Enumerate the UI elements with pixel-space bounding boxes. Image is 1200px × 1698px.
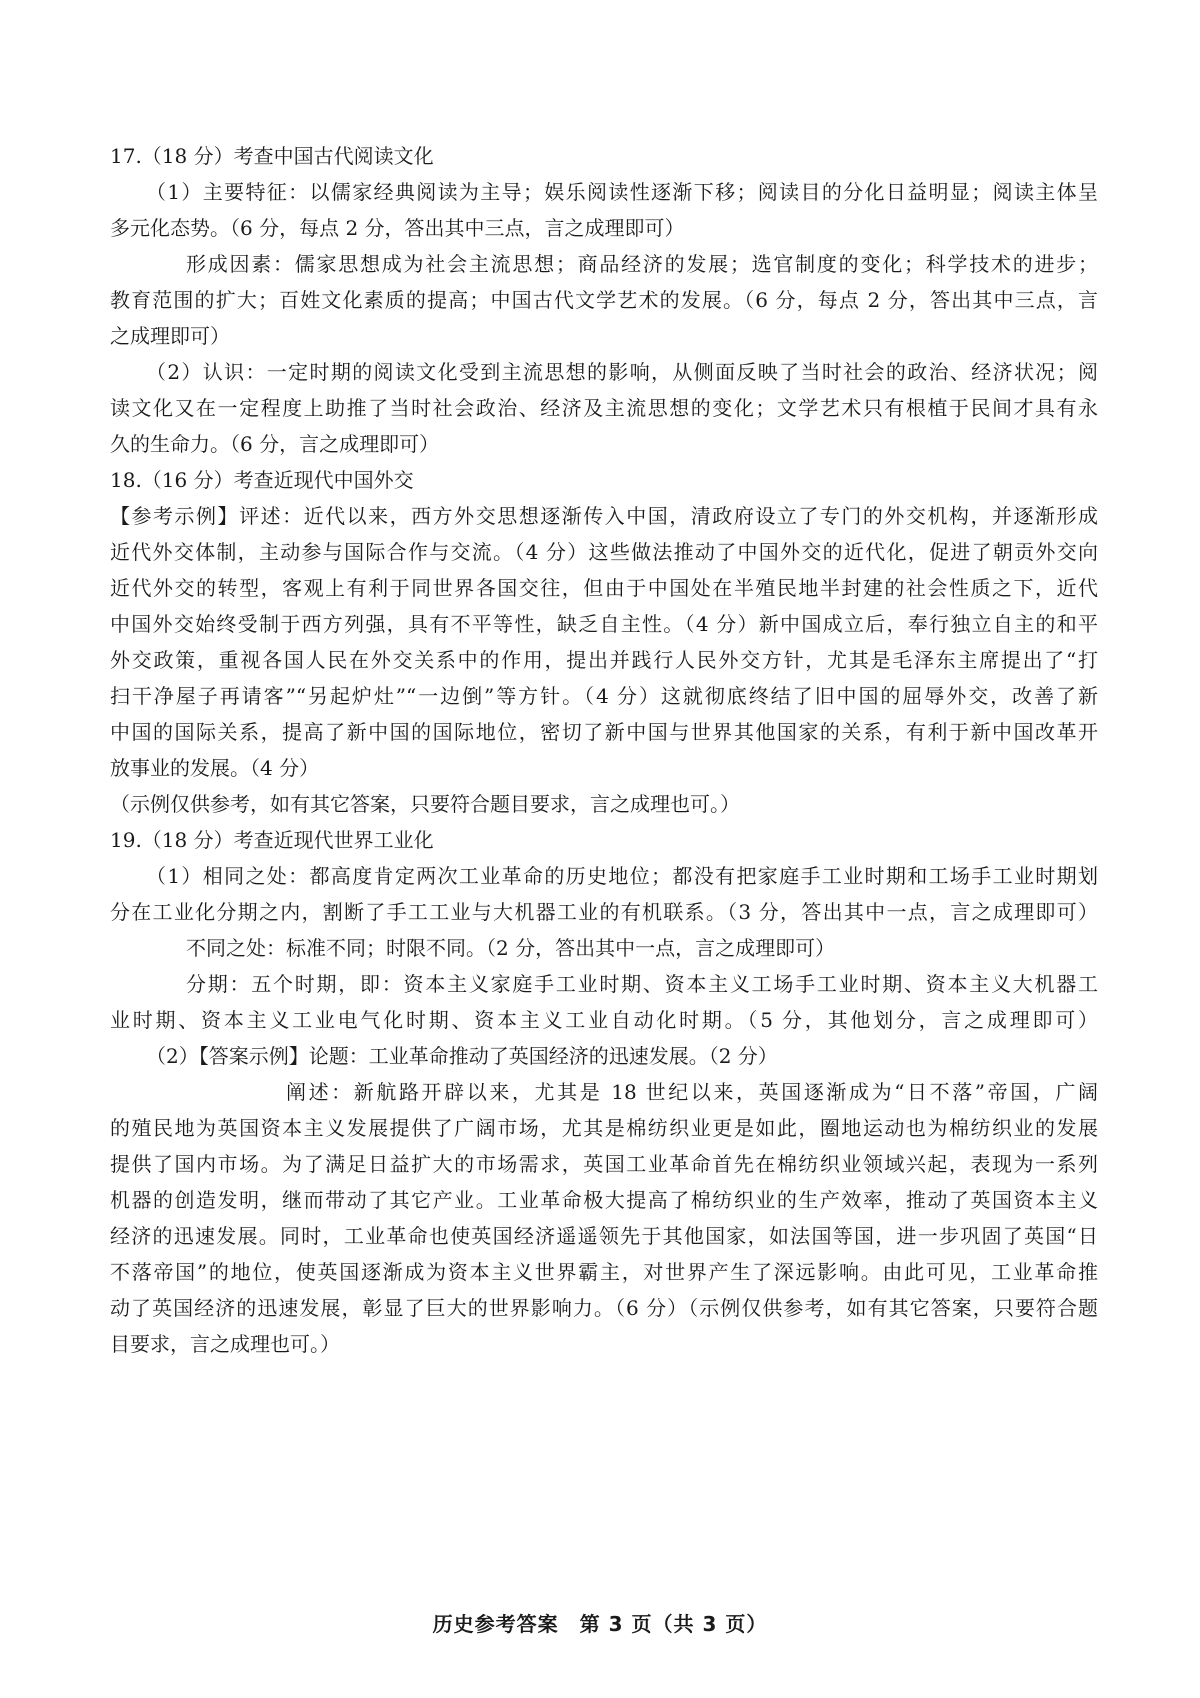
page-footer: 历史参考答案 第 3 页（共 3 页） bbox=[432, 1612, 768, 1636]
text-line: 教育范围的扩大；百姓文化素质的提高；中国古代文学艺术的发展。（6 分，每点 2 分，答出其中三点，言 bbox=[110, 288, 1098, 312]
text-line: 提供了国内市场。为了满足日益扩大的市场需求，英国工业革命首先在棉纺织业领域兴起，表现为一系列 bbox=[110, 1152, 1098, 1176]
text-line: 中国外交始终受制于西方列强，具有不平等性，缺乏自主性。（4 分）新中国成立后，奉行独立自主的和平 bbox=[110, 612, 1098, 636]
question-heading: 17.（18 分）考查中国古代阅读文化 bbox=[110, 144, 434, 168]
text-line: 外交政策，重视各国人民在外交关系中的作用，提出并践行人民外交方针，尤其是毛泽东主席提出了“打 bbox=[110, 648, 1098, 672]
text-line: （1）相同之处：都高度肯定两次工业革命的历史地位；都没有把家庭手工业时期和工场手工业时期划 bbox=[146, 864, 1098, 888]
text-line: 的殖民地为英国资本主义发展提供了广阔市场，尤其是棉纺织业更是如此，圈地运动也为棉纺织业的发展 bbox=[110, 1116, 1098, 1140]
text-line: 近代外交的转型，客观上有利于同世界各国交往，但由于中国处在半殖民地半封建的社会性质之下，近代 bbox=[110, 576, 1098, 600]
answer-body bbox=[110, 138, 1098, 1362]
text-line: 分在工业化分期之内，割断了手工工业与大机器工业的有机联系。（3 分，答出其中一点，言之成理即可） bbox=[110, 900, 1098, 924]
text-line: 之成理即可） bbox=[110, 324, 230, 348]
question-heading: 19.（18 分）考查近现代世界工业化 bbox=[110, 828, 434, 852]
text-line: （示例仅供参考，如有其它答案，只要符合题目要求，言之成理也可。） bbox=[110, 792, 740, 816]
text-line: 阐述：新航路开辟以来，尤其是 18 世纪以来，英国逐渐成为“日不落”帝国，广阔 bbox=[286, 1080, 1098, 1104]
text-line: 经济的迅速发展。同时，工业革命也使英国经济遥遥领先于其他国家，如法国等国，进一步巩固了英国“日 bbox=[110, 1224, 1098, 1248]
text-line: 读文化又在一定程度上助推了当时社会政治、经济及主流思想的变化；文学艺术只有根植于民间才具有永 bbox=[110, 396, 1098, 420]
text-line: （2）【答案示例】论题：工业革命推动了英国经济的迅速发展。（2 分） bbox=[146, 1044, 778, 1068]
text-line: 不落帝国”的地位，使英国逐渐成为资本主义世界霸主，对世界产生了深远影响。由此可见，工业革命推 bbox=[110, 1260, 1098, 1284]
text-line: 扫干净屋子再请客”“另起炉灶”“一边倒”等方针。（4 分）这就彻底终结了旧中国的屈辱外交，改善了新 bbox=[110, 684, 1098, 708]
text-line: 【参考示例】评述：近代以来，西方外交思想逐渐传入中国，清政府设立了专门的外交机构，并逐渐形成 bbox=[110, 504, 1098, 528]
text-line: 目要求，言之成理也可。） bbox=[110, 1332, 340, 1356]
text-line: 多元化态势。（6 分，每点 2 分，答出其中三点，言之成理即可） bbox=[110, 216, 685, 240]
text-line: 不同之处：标准不同；时限不同。（2 分，答出其中一点，言之成理即可） bbox=[186, 936, 836, 960]
question-heading: 18.（16 分）考查近现代中国外交 bbox=[110, 468, 414, 492]
text-line: 近代外交体制，主动参与国际合作与交流。（4 分）这些做法推动了中国外交的近代化，促进了朝贡外交向 bbox=[110, 540, 1098, 564]
text-line: 放事业的发展。（4 分） bbox=[110, 756, 320, 780]
text-line: 动了英国经济的迅速发展，彰显了巨大的世界影响力。（6 分）（示例仅供参考，如有其它答案，只要符合题 bbox=[110, 1296, 1098, 1320]
text-line: 形成因素：儒家思想成为社会主流思想；商品经济的发展；选官制度的变化；科学技术的进步； bbox=[186, 252, 1098, 276]
text-line: 机器的创造发明，继而带动了其它产业。工业革命极大提高了棉纺织业的生产效率，推动了英国资本主义 bbox=[110, 1188, 1098, 1212]
text-line: 业时期、资本主义工业电气化时期、资本主义工业自动化时期。（5 分，其他划分，言之成理即可） bbox=[110, 1008, 1098, 1032]
text-line: （2）认识：一定时期的阅读文化受到主流思想的影响，从侧面反映了当时社会的政治、经济状况；阅 bbox=[146, 360, 1098, 384]
text-line: 分期：五个时期，即：资本主义家庭手工业时期、资本主义工场手工业时期、资本主义大机器工 bbox=[186, 972, 1098, 996]
text-line: 中国的国际关系，提高了新中国的国际地位，密切了新中国与世界其他国家的关系，有利于新中国改革开 bbox=[110, 720, 1098, 744]
text-line: 久的生命力。（6 分，言之成理即可） bbox=[110, 432, 440, 456]
text-line: （1）主要特征：以儒家经典阅读为主导；娱乐阅读性逐渐下移；阅读目的分化日益明显；阅读主体呈 bbox=[146, 180, 1098, 204]
